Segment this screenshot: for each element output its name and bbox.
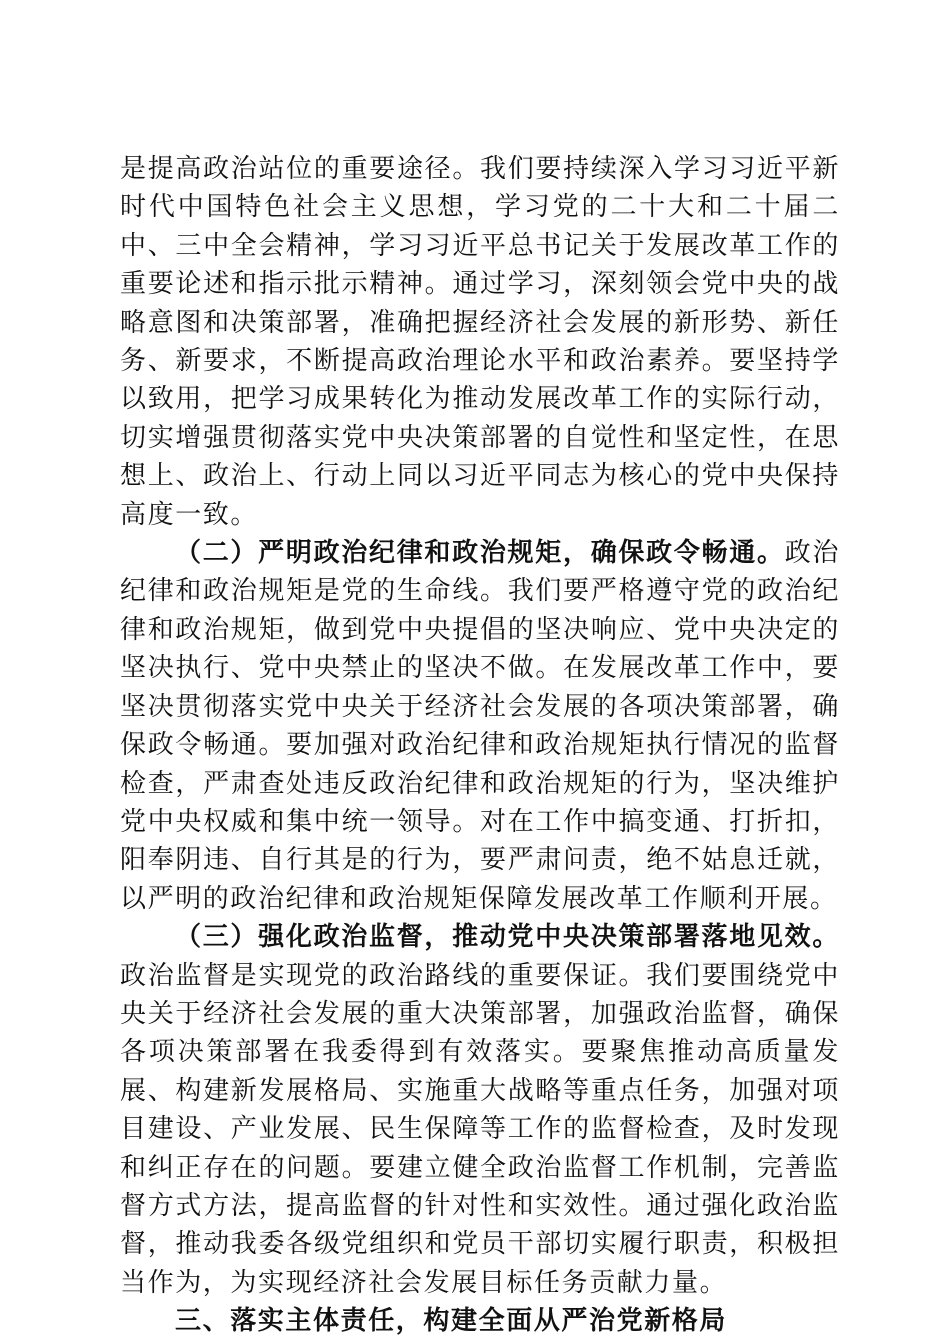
- document-body: [120, 150, 840, 1341]
- paragraph-lead-heading: （二）严明政治纪律和政治规矩，确保政令畅通。: [175, 538, 785, 569]
- section-heading: 三、落实主体责任，构建全面从严治党新格局: [175, 1306, 728, 1337]
- paragraph-body: 是提高政治站位的重要途径。我们要持续深入学习习近平新时代中国特色社会主义思想，学习党的二十大和二十届二中、三中全会精神，学习习近平总书记关于发展改革工作的重要论述和指示批示精神。通过学习，深刻领会党中央的战略意图和决策部署，准确把握经济社会发展的新形势、新任务、新要求，不断提高政治理论水平和政治素养。要坚持学以致用，把学习成果转化为推动发展改革工作的实际行动，切实增强贯彻落实党中央决策部署的自觉性和坚定性，在思想上、政治上、行动上同以习近平同志为核心的党中央保持高度一致。: [120, 154, 840, 530]
- paragraph-body: 政治监督是实现党的政治路线的重要保证。我们要围绕党中央关于经济社会发展的重大决策部署，加强政治监督，确保各项决策部署在我委得到有效落实。要聚焦推动高质量发展、构建新发展格局、实施重大战略等重点任务，加强对项目建设、产业发展、民生保障等工作的监督检查，及时发现和纠正存在的问题。要建立健全政治监督工作机制，完善监督方式方法，提高监督的针对性和实效性。通过强化政治监督，推动我委各级党组织和党员干部切实履行职责，积极担当作为，为实现经济社会发展目标任务贡献力量。: [120, 960, 840, 1298]
- paragraph-lead-heading: （三）强化政治监督，推动党中央决策部署落地见效。: [175, 922, 840, 953]
- paragraph-continuation: [120, 150, 840, 534]
- paragraph-political-supervision: [120, 918, 840, 1302]
- paragraph-body: 政治纪律和政治规矩是党的生命线。我们要严格遵守党的政治纪律和政治规矩，做到党中央提倡的坚决响应、党中央决定的坚决执行、党中央禁止的坚决不做。在发展改革工作中，要坚决贯彻落实党中央关于经济社会发展的各项决策部署，确保政令畅通。要加强对政治纪律和政治规矩执行情况的监督检查，严肃查处违反政治纪律和政治规矩的行为，坚决维护党中央权威和集中统一领导。对在工作中搞变通、打折扣，阳奉阴违、自行其是的行为，要严肃问责，绝不姑息迁就，以严明的政治纪律和政治规矩保障发展改革工作顺利开展。: [120, 538, 841, 914]
- paragraph-strict-discipline: [120, 534, 840, 918]
